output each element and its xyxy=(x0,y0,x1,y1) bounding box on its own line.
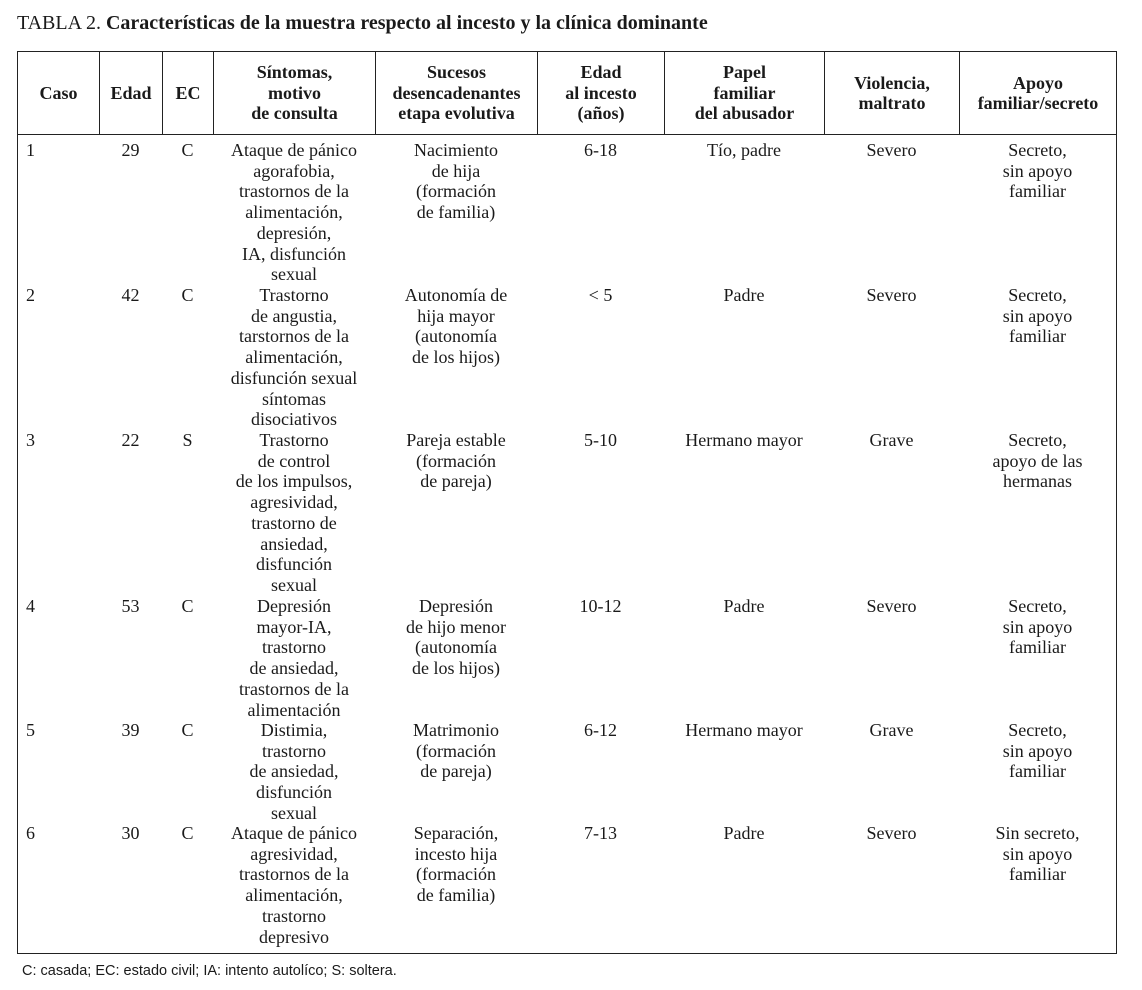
cell-violencia: Grave xyxy=(869,720,914,740)
cell-apoyo: Secreto, apoyo de las hermanas xyxy=(992,430,1083,492)
cell-edad-incesto: 7-13 xyxy=(584,823,617,843)
cell-ec: C xyxy=(181,720,194,740)
cell-caso: 3 xyxy=(26,430,35,450)
header-caso: Caso xyxy=(39,82,78,103)
cell-sintomas: Trastorno de angustia, tarstornos de la alimentación, disfunción sexual síntomas disociativos xyxy=(230,285,358,430)
cell-ec: S xyxy=(182,430,193,450)
table-footnote: C: casada; EC: estado civil; IA: intento autolíco; S: soltera. xyxy=(22,963,397,979)
cell-caso: 6 xyxy=(26,823,35,843)
cell-edad: 29 xyxy=(121,140,140,160)
header-sucesos: Sucesos desencadenantes etapa evolutiva xyxy=(375,52,537,134)
header-ec: EC xyxy=(162,52,213,134)
cell-caso: 1 xyxy=(26,140,35,160)
table-header xyxy=(18,52,1116,135)
cell-edad: 53 xyxy=(121,596,140,616)
cell-edad: 39 xyxy=(121,720,140,740)
cell-edad: 30 xyxy=(121,823,140,843)
cell-sucesos: Separación, incesto hija (formación de familia) xyxy=(413,823,499,906)
cell-caso: 5 xyxy=(26,720,35,740)
caption-label: TABLA 2. xyxy=(17,12,101,34)
cell-edad: 42 xyxy=(121,285,140,305)
cell-caso: 4 xyxy=(26,596,35,616)
cell-violencia: Severo xyxy=(866,823,917,843)
cell-papel: Hermano mayor xyxy=(685,430,803,450)
cell-ec: C xyxy=(181,285,194,305)
cell-sucesos: Pareja estable (formación de pareja) xyxy=(406,430,506,492)
cell-apoyo: Secreto, sin apoyo familiar xyxy=(1002,720,1073,782)
cell-papel: Padre xyxy=(723,285,765,305)
header-violencia: Violencia, maltrato xyxy=(824,52,959,134)
cell-sucesos: Matrimonio (formación de pareja) xyxy=(413,720,499,782)
caption-title: Características de la muestra respecto al incesto y la clínica dominante xyxy=(105,12,708,34)
cell-papel: Padre xyxy=(723,596,765,616)
cell-violencia: Grave xyxy=(869,430,914,450)
cell-sucesos: Depresión de hijo menor (autonomía de los hijos) xyxy=(406,596,506,679)
cell-sintomas: Depresión mayor-IA, trastorno de ansiedad, trastornos de la alimentación xyxy=(239,596,349,720)
data-table xyxy=(17,51,1117,954)
cell-papel: Hermano mayor xyxy=(685,720,803,740)
cell-edad-incesto: 6-18 xyxy=(584,140,617,160)
cell-ec: C xyxy=(181,596,194,616)
cell-papel: Tío, padre xyxy=(707,140,781,160)
cell-apoyo: Secreto, sin apoyo familiar xyxy=(1002,596,1073,658)
header-sintomas: Síntomas, motivo de consulta xyxy=(213,52,375,134)
header-apoyo: Apoyo familiar/secreto xyxy=(959,52,1116,134)
cell-edad-incesto: 5-10 xyxy=(584,430,617,450)
header-papel-abusador: Papel familiar del abusador xyxy=(664,52,824,134)
cell-ec: C xyxy=(181,140,194,160)
cell-apoyo: Secreto, sin apoyo familiar xyxy=(1002,285,1073,347)
header-edad: Edad xyxy=(99,52,162,134)
cell-edad-incesto: 10-12 xyxy=(579,596,622,616)
cell-edad: 22 xyxy=(121,430,140,450)
cell-sintomas: Distimia, trastorno de ansiedad, disfunción sexual xyxy=(249,720,339,823)
cell-edad-incesto: < 5 xyxy=(588,285,613,305)
cell-caso: 2 xyxy=(26,285,35,305)
header-edad-incesto: Edad al incesto (años) xyxy=(537,52,664,134)
cell-papel: Padre xyxy=(723,823,765,843)
cell-sintomas: Trastorno de control de los impulsos, agresividad, trastorno de ansiedad, disfunción sexual xyxy=(235,430,353,595)
cell-violencia: Severo xyxy=(866,596,917,616)
cell-sintomas: Ataque de pánico agresividad, trastornos de la alimentación, trastorno depresivo xyxy=(231,823,357,947)
cell-sintomas: Ataque de pánico agorafobia, trastornos de la alimentación, depresión, IA, disfunción sexual xyxy=(231,140,357,285)
cell-sucesos: Autonomía de hija mayor (autonomía de los hijos) xyxy=(404,285,508,368)
cell-violencia: Severo xyxy=(866,285,917,305)
cell-sucesos: Nacimiento de hija (formación de familia) xyxy=(414,140,498,223)
cell-apoyo: Secreto, sin apoyo familiar xyxy=(1002,140,1073,202)
cell-ec: C xyxy=(181,823,194,843)
table-caption xyxy=(17,10,708,36)
cell-edad-incesto: 6-12 xyxy=(584,720,617,740)
cell-violencia: Severo xyxy=(866,140,917,160)
cell-apoyo: Sin secreto, sin apoyo familiar xyxy=(995,823,1080,885)
